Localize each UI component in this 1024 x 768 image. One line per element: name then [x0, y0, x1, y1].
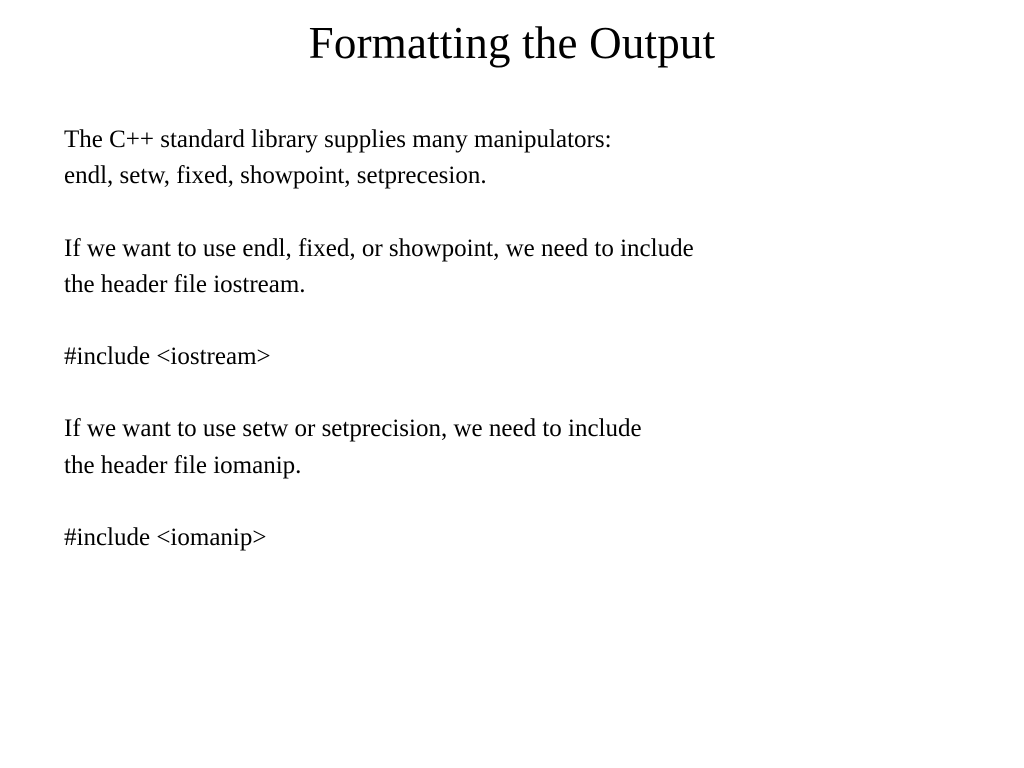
paragraph-line: If we want to use endl, fixed, or showpoint, we need to include [64, 234, 694, 262]
paragraph-line: the header file iomanip. [64, 451, 302, 479]
paragraph-spacer [64, 375, 964, 411]
paragraph-spacer [64, 195, 964, 231]
paragraph-line: The C++ standard library supplies many manipulators: [64, 126, 612, 153]
paragraph-include-iomanip [64, 520, 964, 556]
paragraph-spacer [64, 484, 964, 520]
page-title: Formatting the Output [308, 18, 716, 68]
paragraph-manipulators [64, 122, 964, 195]
paragraph-line: If we want to use setw or setprecision, we need to include [64, 415, 642, 443]
paragraph-iomanip-need [64, 411, 964, 484]
paragraph-line: the header file iostream. [64, 270, 306, 298]
paragraph-line: endl, setw, fixed, showpoint, setprecesion. [64, 162, 487, 190]
paragraph-line: #include <iostream> [64, 343, 271, 370]
paragraph-include-iostream [64, 339, 964, 375]
paragraph-line: #include <iomanip> [64, 523, 267, 551]
paragraph-spacer [64, 303, 964, 339]
slide-body [64, 122, 964, 556]
paragraph-iostream-need [64, 231, 964, 304]
